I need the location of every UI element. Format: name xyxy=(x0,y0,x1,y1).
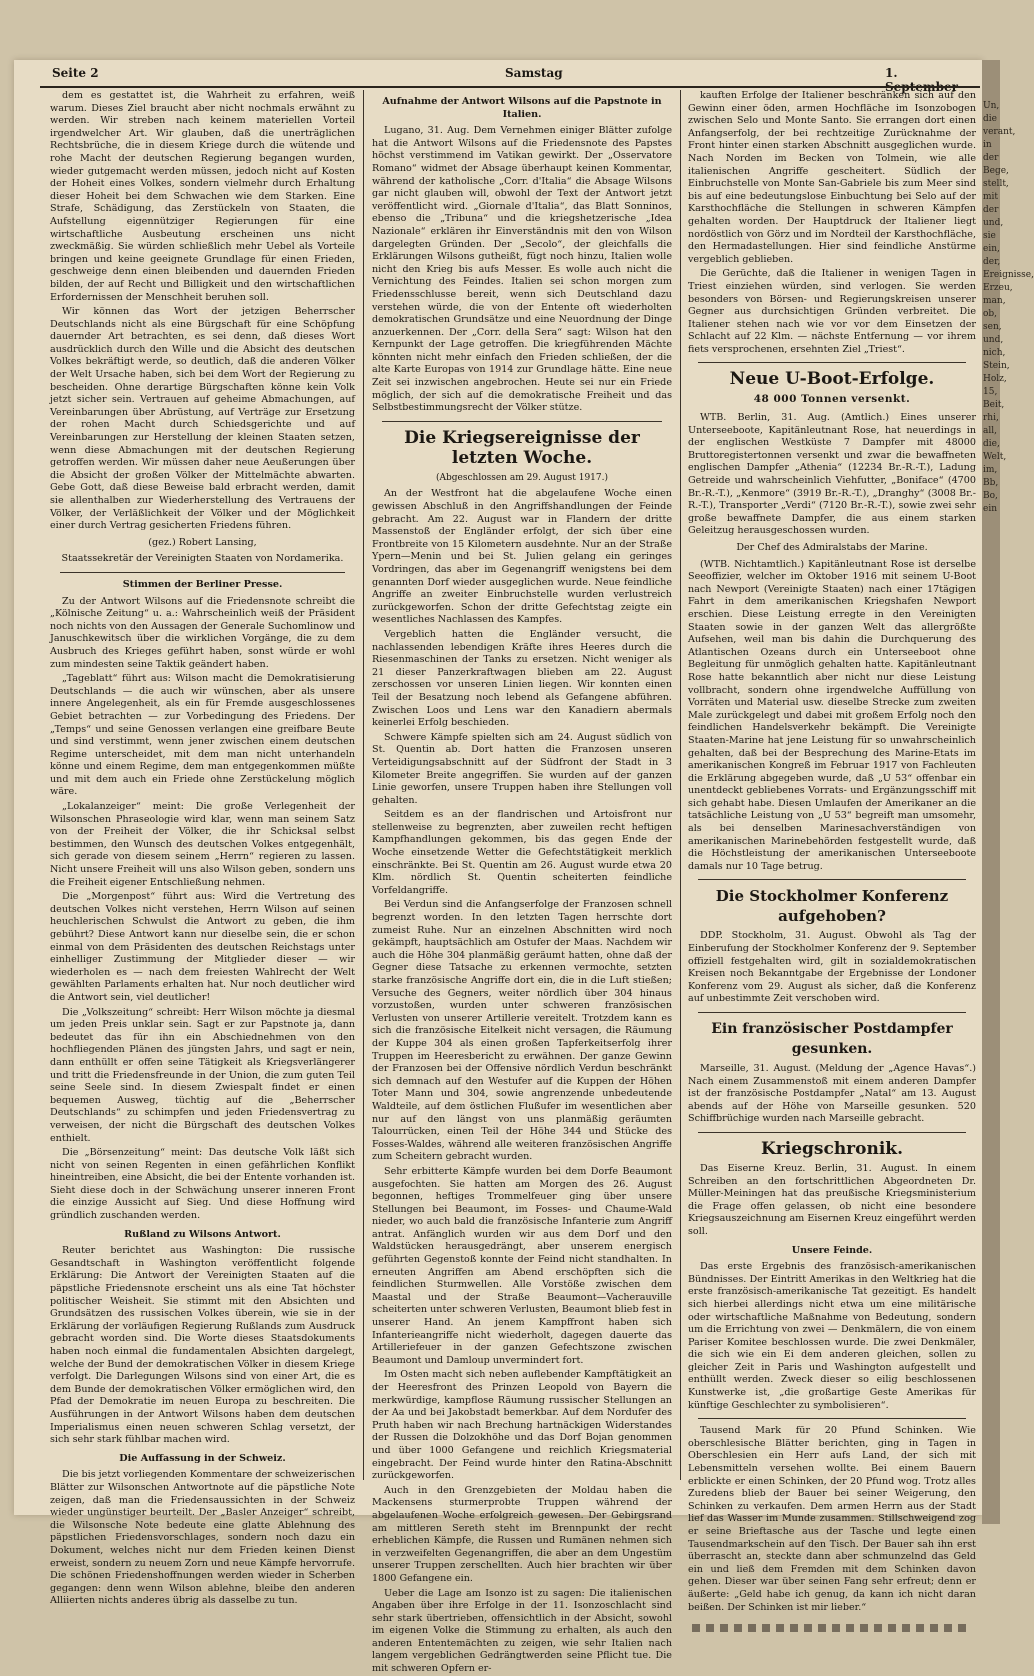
heading-italien: Aufnahme der Antwort Wilsons auf die Papstnote in Italien. xyxy=(382,96,662,120)
heading-feinde: Unsere Feinde. xyxy=(791,1244,873,1256)
paragraph: Im Osten macht sich neben auflebender Kampftätigkeit an der Heeresfront des Prinzen Leopold von Bayern die merkwürdige, kampflose Räumung russischer Stellungen an der Aa und bei Jakobstadt bemerkbar. Auf dem Nordufer des Pruth haben wir nach Brechung hartnäckigen Widerstandes der Russen die Dolzokhöhe und das Dorf Bojan genommen und über 1000 Gefangene und reichlich Kriegsmaterial eingebracht. Der Feind wurde hinter den Ratina-Abschnitt zurückgeworfen. xyxy=(372,1369,672,1482)
signature-title: Staatssekretär der Vereinigten Staaten von Nordamerika. xyxy=(61,553,344,565)
paragraph: Ueber die Lage am Isonzo ist zu sagen: Die italienischen Angaben über ihre Erfolge in der 11. Isonzoschlacht sind sehr stark übertrieben, offensichtlich in der Absicht, sowohl im eigenen Volke die Stimmung zu erhalten, als auch den anderen Ententemächten zu zeigen, wie sehr Italien nach langem vergeblichen Gedrängtwerden seine Pflicht tue. Die mit schweren Opfern er- xyxy=(372,1587,672,1675)
paragraph: An der Westfront hat die abgelaufene Woche einen gewissen Abschluß in den Angriffshandlungen der Feinde gebracht. Am 22. August war in Flandern der dritte Massenstoß der Engländer erfolgt, der sich über eine Frontbreite von 15 Kilometern ausdehnte. Nur an der Straße Ypern—Menin und bei St. Julien gelang ein geringes Vordringen, das aber im Gegenangriff wenigstens bei dem genannten Dorf wieder ausgeglichen wurde. Neue feindliche Angriffe an zweiter Einbruchstelle wurden verlustreich zurückgeworfen. Schon der dritte Gefechtstag zeigte ein wesentliches Nachlassen des Kampfes. xyxy=(372,488,672,626)
paragraph: Die „Morgenpost“ führt aus: Wird die Vertretung des deutschen Volkes nicht verstehen, Herrn Wilson auf seinen heuchlerischen Schwulst die Antwort zu geben, die ihm gebührt? Diese Antwort kann nur dieselbe sein, die er schon einmal von dem Präsidenten des deutschen Reichstags unter einhelliger Zustimmung der Mitglieder dieser — wir wiederholen es — nach dem freiesten Wahlrecht der Welt gewählten Parlaments erhalten hat. Nur noch deutlicher wird die Antwort sein, viel deutlicher! xyxy=(50,891,355,1003)
column-2 xyxy=(372,90,672,1675)
paragraph: Die bis jetzt vorliegenden Kommentare der schweizerischen Blätter zur Wilsonschen Antwortnote auf die päpstliche Note zeigen, daß man die Friedensaussichten in der Schweiz wieder ungünstiger beurteilt. Der „Basler Anzeiger“ schreibt, die Wilsonsche Note bedeute eine glatte Ablehnung des päpstlichen Friedensvorschlages, sondern noch dazu ein Dokument, welches nicht nur dem Frieden keinen Dienst erweist, sondern zu neuem Zorn und neue Kämpfe hervorrufe. Die schönen Friedenshoffnungen werden wieder in Scherben gegangen: denn wenn Wilson ablehne, bleibe den anderen Alliierten nichts anderes übrig als dasselbe zu tun. xyxy=(50,1469,356,1607)
divider xyxy=(60,572,345,573)
page-header xyxy=(40,66,958,94)
heading-russland: Rußland zu Wilsons Antwort. xyxy=(124,1228,281,1240)
paragraph: Schwere Kämpfe spielten sich am 24. August südlich von St. Quentin ab. Dort hatten die Franzosen unseren Verteidigungsabschnitt auf der Südfront der Stadt in 3 Kilometer Breite angegriffen. Sie wurden auf der ganzen Linie geworfen, unsere Truppen haben ihre Stellungen voll gehalten. xyxy=(372,731,672,806)
heading-presse: Stimmen der Berliner Presse. xyxy=(122,578,283,590)
heading-kriegschronik: Kriegschronik. xyxy=(761,1138,903,1159)
heading-uboot: Neue U-Boot-Erfolge. xyxy=(729,369,935,390)
paragraph: dem es gestattet ist, die Wahrheit zu erfahren, weiß warum. Dieses Ziel braucht aber nicht nochmals erwähnt zu werden. Wir streben nach keinem materiellen Vorteil irgendwelcher Art. Wir glauben, daß die unerträglichen Rechtsbrüche, die in diesem Kriege durch die wütende und rohe Macht der deutschen Regierung begangen wurden, wieder gutgemacht werden müssen, jedoch nicht auf Kosten der Hoheit eines Volkes, sondern vielmehr durch Erhaltung dieser Hoheit bei dem Schwachen wie dem Starken. Eine Strafe, Schädigung, das Zerstückeln von Staaten, die Aufstellung eigennütziger Regierungen für eine wirtschaftliche Ausbeutung erscheinen uns nicht zweckmäßig. Sie würden schließlich mehr Uebel als Vorteile bringen und keine geeignete Grundlage für einen Frieden, geschweige denn einen bleibenden und dauernden Frieden bilden, der auf Recht und Billigkeit und den wirtschaftlichen Erfordernissen der Menschheit beruhen soll. xyxy=(50,90,355,303)
signature-admiralstab: Der Chef des Admiralstabs der Marine. xyxy=(736,542,928,553)
header-rule xyxy=(40,86,980,88)
divider xyxy=(698,879,966,880)
divider xyxy=(698,1418,966,1419)
weekday: Samstag xyxy=(505,66,563,80)
paragraph: Das Eiserne Kreuz. Berlin, 31. August. In einem Schreiben an den fortschrittlichen Abgeordneten Dr. Müller-Meiningen hat das preußische Kriegsministerium die Frage offen gelassen, ob nicht eine besondere Kriegsauszeichnung am Eisernen Kreuz eingeführt werden soll. xyxy=(688,1162,977,1237)
paragraph: „Lokalanzeiger“ meint: Die große Verlegenheit der Wilsonschen Phraseologie wird klar, wenn man seinem Satz von der Freiheit der Völker, die ihr Schicksal selbst bestimmen, den Wunsch des deutschen Volkes entgegenhält, sich gerade von diesem seinem „Herrn“ regieren zu lassen. Nicht unsere Freiheit will uns also Wilson geben, sondern uns die Freiheit eigener Entschließung nehmen. xyxy=(50,801,355,888)
column-3 xyxy=(688,90,977,1613)
paragraph: Das erste Ergebnis des französisch-amerikanischen Bündnisses. Der Eintritt Amerikas in den Weltkrieg hat die erste französisch-amerikanische Tat gezeitigt. Es handelt sich hierbei allerdings nicht etwa um eine militärische oder wirtschaftliche Maßnahme von Bedeutung, sondern um die Errichtung von zwei — Denkmälern, die von einem Pariser Komitee beschlossen wurde. Die zwei Denkmäler, die sich wie ein Ei dem anderen gleichen, sollen zu gleicher Zeit in Paris und Washington aufgestellt und enthüllt werden. Zweck dieser so eilig beschlossenen Kunstwerke ist, „die großartige Geste Amerikas für künftige Geschlechter zu symbolisieren“. xyxy=(688,1261,976,1411)
paragraph: Zu der Antwort Wilsons auf die Friedensnote schreibt die „Kölnische Zeitung“ u. a.: Wahrscheinlich weiß der Präsident noch nichts von den Aussagen der Generale Suchomlinow und Januschkewitsch über die wirklichen Vorgänge, die zu dem Ausbruch des Krieges geführt haben, sonst würde er wohl zum mindesten seine Taktik geändert haben. xyxy=(50,595,355,670)
column-rule xyxy=(680,90,681,1480)
divider xyxy=(382,421,662,422)
divider xyxy=(698,1012,966,1013)
paragraph: Tausend Mark für 20 Pfund Schinken. Wie oberschlesische Blätter berichten, ging in Tagen in Oberschlesien ein Herr aufs Land, der sich mit Lebensmitteln versehen wollte. Bei einem Bauern erblickte er einen Schinken, der 20 Pfund wog. Trotz alles Zuredens blieb der Bauer bei seiner Weigerung, den Schinken zu verkaufen. Dem armen Herrn aus der Stadt lief das Wasser im Munde zusammen. Stillschweigend zog er seine Brieftasche aus der Tasche und legte einen Tausendmarkschein auf den Tisch. Der Bauer sah ihn erst überrascht an, steckte dann aber schmunzelnd das Geld ein und ließ dem Fremden mit dem Schinken davon gehen. Dieser war über seinen Fang sehr erfreut; denn er äußerte: „Geld habe ich genug, da kann ich nicht daran beißen. Der Schinken ist mir lieber.“ xyxy=(688,1425,976,1613)
paragraph: Reuter berichtet aus Washington: Die russische Gesandtschaft in Washington veröffentlicht folgende Erklärung: Die Antwort der Vereinigten Staaten auf die päpstliche Friedensnote erscheint uns als eine Tat höchster politischer Weisheit. Sie stimmt mit den Absichten und Grundsätzen des russischen Volkes überein, wie sie in der Erklärung der vorläufigen Regierung Rußlands zum Ausdruck gebracht worden sind. Die Worte dieses Staatsdokuments haben noch einmal die fundamentalen Absichten dargelegt, welche der Bund der demokratischen Völker in diesem Kriege verfolgt. Die Darlegungen Wilsons sind von einer Art, die es dem Bunde der demokratischen Völker ermöglichen wird, den Pfad der Demokratie im neuen Europa zu beschreiten. Die Ausführungen in der Antwort Wilsons haben dem deutschen Imperialismus einen neuen schweren Schlag versetzt, der sich sehr stark fühlbar machen wird. xyxy=(50,1245,355,1446)
divider xyxy=(698,1132,966,1133)
paragraph: Die „Börsenzeitung“ meint: Das deutsche Volk läßt sich nicht von seinen Regenten in einen gefährlichen Konflikt hineintreiben, eine Absicht, die bei der Entente vorhanden ist. Sieht diese doch in der Schwächung unserer inneren Front die einzige Aussicht auf Sieg. Und diese Hoffnung wird gründlich zuschanden werden. xyxy=(50,1147,355,1222)
heading-postdampfer: Ein französischer Postdampfer gesunken. xyxy=(711,1021,953,1057)
signature: (gez.) Robert Lansing, xyxy=(148,536,257,548)
date: 1. September xyxy=(885,66,958,94)
paragraph: DDP. Stockholm, 31. August. Obwohl als Tag der Einberufung der Stockholmer Konferenz der 9. September offiziell festgehalten wird, gilt in sozialdemokratischen Kreisen noch Bekanntgabe der Ergebnisse der Londoner Konferenz vom 29. August als sicher, daß die Konferenz auf unbestimmte Zeit verschoben wird. xyxy=(688,930,976,1005)
paragraph: Vergeblich hatten die Engländer versucht, die nachlassenden lebendigen Kräfte ihres Heeres durch die Riesenmaschinen der Tanks zu ersetzen. Nicht weniger als 21 dieser Panzerkraftwagen blieben am 22. August zerschossen vor unseren Linien liegen. Wir konnten einen Teil der Besatzung noch lebend als Gefangene abführen. Zwischen Loos und Lens war den Kanadiern abermals keinerlei Erfolg beschieden. xyxy=(372,628,672,729)
paragraph: (WTB. Nichtamtlich.) Kapitänleutnant Rose ist derselbe Seeoffizier, welcher im Oktober 1916 mit seinem U-Boot nach Newport (Vereinigte Staaten) nach einer 17tägigen Fahrt in dem amerikanischen Kriegshafen Newport erschien. Diese Leistung erregte in den Vereinigten Staaten sowie in der ganzen Welt das allergrößte Aufsehen, weil man bis dahin die Durchquerung des Atlantischen Ozeans durch ein Unterseeboot ohne Begleitung für unmöglich gehalten hatte. Kapitänleutnant Rose hatte bekanntlich aber nicht nur diese Leistung vollbracht, sondern ohne irgendwelche Auffüllung von Vorräten und Material usw. dieselbe Strecke zum zweiten Male zurückgelegt und dabei mit großem Erfolg noch den feindlichen Handelsverkehr bekämpft. Die Vereinigte Staaten-Marine hat jene Leistung für so unwahrscheinlich gehalten, daß bei der Besprechung des Marine-Etats im amerikanischen Kongreß im Februar 1917 von Fachleuten die Erklärung abgegeben wurde, daß „U 53“ offenbar ein unentdeckt gebliebenes Vorrats- und Ergänzungsschiff mit sich gehabt habe. Diesen Umlaufen der Amerikaner an die tatsächliche Leistung von „U 53“ begreift man umsomehr, als bei denselben Marinesachverständigen von amerikanischen Marinebehörden festgestellt wurde, daß die Höchstleistung der amerikanischen Unterseeboote damals nur 10 Tage betrug. xyxy=(688,558,976,872)
paragraph: kauften Erfolge der Italiener beschränken sich auf den Gewinn einer öden, armen Hochfläche im Isonzobogen zwischen Selo und Monte Santo. Sie errangen dort einen Anfangserfolg, der bei rechtzeitige Zurücknahme der Front hinter einen starken Abschnitt ausgeglichen wurde. Nach Norden im Becken von Tolmein, wie alle italienischen Angriffe gescheitert. Südlich der Einbruchstelle von Monte San-Gabriele bis zum Meer sind bis auf eine bedeutungslose Einbuchtung bei Selo auf der Karsthochfläche die Stellungen in schweren Kämpfen gehalten worden. Der Hauptdruck der Italiener liegt nordöstlich von Görz und im Nordteil der Karsthochfläche, den Hermadastellungen. Hier sind feindliche Anstürme vergeblich geblieben. xyxy=(688,90,976,265)
paragraph: WTB. Berlin, 31. Aug. (Amtlich.) Eines unserer Unterseeboote, Kapitänleutnant Rose, hat neuerdings in der englischen Westküste 7 Dampfer mit 48000 Bruttoregistertonnen versenkt und zwar die bewaffneten englischen Dampfer „Athenia“ (12234 Br.-R.-T.), Ladung Getreide und wahrscheinlich Viehfutter, „Boniface“ (4700 Br.-R.-T.), „Kenmore“ (3919 Br.-R.-T.), „Dranghy“ (3008 Br.-R.-T.), Transporter „Verdi“ (7120 Br.-R.-T.), sowie zwei sehr große bewaffnete Dampfer, die aus einem starken Geleitzug herausgeschossen wurden. xyxy=(688,412,976,537)
paragraph: Die „Volkszeitung“ schreibt: Herr Wilson möchte ja diesmal um jeden Preis unklar sein. Sagt er zur Papstnote ja, dann bedeutet das für ihn ein Abschiednehmen von den hochfliegenden Plänen des jüngsten Jahrs, und sagt er nein, dann enthüllt er offen seine Tätigkeit als Kriegsverlängerer und tritt die Friedensfreunde in der Union, die zum guten Teil seine Seele sind. In diesem Zwiespalt findet er einen bequemen Ausweg, tüchtig auf die „Beherrscher Deutschlands“ zu schimpfen und jeden Friedensvertrag zu verweisen, der nicht die Bürgschaft des deutschen Volkes enthielt. xyxy=(50,1006,355,1144)
heading-kriegsereignisse: Die Kriegsereignisse der letzten Woche. xyxy=(404,427,640,468)
adjacent-page-text: Un, die verant, in der Bege, stellt, mit der und, sie ein, der, Ereignisse, Erzeu, man, ob, sen, und, nich, Stein, Holz, 15, Beit, rhi, all, die, Welt, im, Bb, Bo, ein xyxy=(983,101,1034,514)
paragraph: Seitdem es an der flandrischen und Artoisfront nur stellenweise zu begrenzten, aber zuweilen recht heftigen Kampfhandlungen gekommen, bis das gegen Ende der Woche einsetzende Wetter die Gefechtstätigkeit merklich einschränkte. Bei St. Quentin am 26. August wurde etwa 20 Klm. nördlich St. Quentin scheiterten feindliche Vorfeldangriffe. xyxy=(372,809,672,896)
divider xyxy=(698,362,966,363)
paragraph: Lugano, 31. Aug. Dem Vernehmen einiger Blätter zufolge hat die Antwort Wilsons auf die Friedensnote des Papstes höchst verstimmend im Vatikan gewirkt. Der „Osservatore Romano“ widmet der Absage überhaupt keinen Kommentar, während der katholische „Corr. d'Italia“ die Absage Wilsons gar nicht glauben will, obwohl der Text der Antwort jetzt veröffentlicht wird. „Giornale d'Italia“, das Blatt Sonninos, ebenso die „Tribuna“ und die kriegshetzerische „Idea Nazionale“ erklären ihr Einverständnis mit den von Wilson dargelegten Gründen. Der „Secolo“, der gleichfalls die Erklärungen Wilsons gutheißt, fügt noch hinzu, Italien wolle nicht den Krieg bis aufs Messer. Es wolle auch nicht die Vernichtung des Feindes. Italien sei schon morgen zum Friedensschlusse bereit, wenn sich Deutschland dazu verstehen würde, die von der Entente oft wiederholten demokratischen Grundsätze und eine Neuordnung der Dinge anzuerkennen. Der „Corr. della Sera“ sagt: Wilson hat den Kernpunkt der Lage getroffen. Die kriegführenden Mächte könnten nicht mehr einfach den Frieden schließen, der die alte Karte Europas von 1914 zur Grundlage hätte. Eine neue Zeit sei inzwischen angebrochen. Heute sei nur ein Friede möglich, der sich auf die demokratische Freiheit und das Selbstbestimmungsrecht der Völker stütze. xyxy=(372,125,672,414)
page-number: Seite 2 xyxy=(52,66,99,80)
subheading: (Abgeschlossen am 29. August 1917.) xyxy=(436,472,608,483)
paragraph: Auch in den Grenzgebieten der Moldau haben die Mackensens sturmerprobte Truppen während der abgelaufenen Woche erfolgreich gewesen. Der Gebirgsrand am mittleren Sereth steht im Brennpunkt der recht erheblichen Kämpfe, die Russen und Rumänen nehmen sich in verzweifelten Gegenangriffen, die aber an dem Ungestüm unserer Truppen zerschellten. Auch hier brachten wir über 1800 Gefangene ein. xyxy=(372,1484,672,1584)
paragraph: Wir können das Wort der jetzigen Beherrscher Deutschlands nicht als eine Bürgschaft für eine Schöpfung dauernder Art betrachten, es sei denn, daß dieses Wort ausdrücklich durch den Wille und die Absicht des deutschen Volkes bekräftigt werde, so deutlich, daß die anderen Völker der Welt Ursache haben, sich bei dem Wort der Regierung zu bescheiden. Ohne derartige Bürgschaften könne kein Volk jetzt sicher sein. Vertrauen auf geheime Abmachungen, auf Vereinbarungen über Abrüstung, auf Verträge zur Ersetzung der rohen Macht durch Schiedsgerichte und auf Vereinbarungen zur Herstellung der kleinen Staaten setzen, wenn diese Abmachungen mit der deutschen Regierung getroffen werden. Wir müssen daher neue Aeußerungen über die Absicht der großen Völker der Mittelmächte abwarten. Gebe Gott, daß diese Beweise bald erbracht werden, damit sie allenthalben zur Wiederherstellung des Vertrauens der Völker, der Verläßlichkeit der Völker und der Möglichkeit einer durch Vertrag gesicherten Friedens führen. xyxy=(50,306,355,532)
ornament-rule xyxy=(692,1624,972,1632)
paragraph: Sehr erbitterte Kämpfe wurden bei dem Dorfe Beaumont ausgefochten. Sie hatten am Morgen des 26. August begonnen, heftiges Trommelfeuer ging über unsere Stellungen bei Beaumont, im Fosses- und Chaume-Wald nieder, wo auch bald die französische Infanterie zum Angriff antrat. Anfänglich wurden wir aus dem Dorf und den Waldstücken herausgedrängt, aber unserem energisch geführten Gegenstoß konnte der Feind nicht standhalten. In erneuten Angriffen am Abend erschöpften sich die feindlichen Sturmwellen. Alle Vorstöße zwischen dem Maastal und der Straße Beaumont—Vacherauville scheiterten unter schweren Verlusten, Beaumont blieb fest in unserer Hand. An jenem Kampffront haben sich Infanterieangriffe nicht wiederholt, dagegen dauerte das Artilleriefeuer in der ganzen Gefechtszone zwischen Beaumont und Damloup unvermindert fort. xyxy=(372,1165,672,1366)
paragraph: Marseille, 31. August. (Meldung der „Agence Havas“.) Nach einem Zusammenstoß mit einem anderen Dampfer ist der französische Postdampfer „Natal“ am 13. August abends auf der Höhe von Marseille gesunken. 520 Schiffbrüchige wurden nach Marseille gebracht. xyxy=(688,1063,976,1125)
heading-stockholm: Die Stockholmer Konferenz aufgehoben? xyxy=(715,887,949,926)
subheading-tonnen: 48 000 Tonnen versenkt. xyxy=(753,393,911,406)
column-1 xyxy=(50,90,356,1607)
heading-schweiz: Die Auffassung in der Schweiz. xyxy=(119,1452,286,1464)
column-rule xyxy=(363,90,364,1480)
paragraph: Die Gerüchte, daß die Italiener in wenigen Tagen in Triest einziehen würden, sind verlogen. Sie werden besonders von Börsen- und Regierungskreisen unserer Gegner aus durchsichtigen Gründen verbreitet. Die Italiener stehen nach wie vor vor dem Einsetzen der Schlacht auf 22 Klm. — nächste Entfernung — vor ihrem fiets versprochenen, ersehnten Ziel „Triest“. xyxy=(688,268,976,355)
paragraph: Bei Verdun sind die Anfangserfolge der Franzosen schnell begrenzt worden. In den letzten Tagen herrschte dort zumeist Ruhe. Nur an einzelnen Abschnitten wird noch gekämpft, hauptsächlich am Ostufer der Maas. Nachdem wir auch die Höhe 304 planmäßig geräumt hatten, ohne daß der Gegner diese Tatsache zu erkennen vermochte, setzten starke französische Angriffe dort ein, die in die Luft stießen; Versuche des Gegners, weiter nördlich über 304 hinaus vorzustoßen, wurden unter schweren französischen Verlusten von unserer Artillerie vereitelt. Trotzdem kann es sich die französische Eitelkeit nicht versagen, die Räumung der Kuppe 304 als einen großen Tapferkeitserfolg ihrer Truppen im Heeresbericht zu erwähnen. Der ganze Gewinn der Franzosen bei der Offensive nördlich Verdun beschränkt sich demnach auf den Westufer auf die Kuppen der Höhen Toter Mann und 304, sowie angrenzende unbedeutende Waldteile, auf dem östlichen Flußufer im wesentlichen aber nur auf den längst von uns planmäßig geräumten Talourrücken, einen Teil der Höhe 344 und Stücke des Fosses-Waldes, während alle weiteren französischen Angriffe zum Scheitern gebracht wurden. xyxy=(372,899,672,1163)
paragraph: „Tageblatt“ führt aus: Wilson macht die Demokratisierung Deutschlands — die auch wir wünschen, aber als unsere innere Angelegenheit, als ein für Fremde ausgeschlossenes Gebiet betrachten — zur Vorbedingung des Friedens. Der „Temps“ und seine Genossen verlangen eine greifbare Beute und sind verstimmt, wenn jener zwischen einem deutschen Regime unterscheidet, mit dem man nicht unterhandeln könne und einem Regime, dem man entgegenkommen müßte und mit dem auch ein Friede ohne Zerstückelung möglich wäre. xyxy=(50,673,355,798)
